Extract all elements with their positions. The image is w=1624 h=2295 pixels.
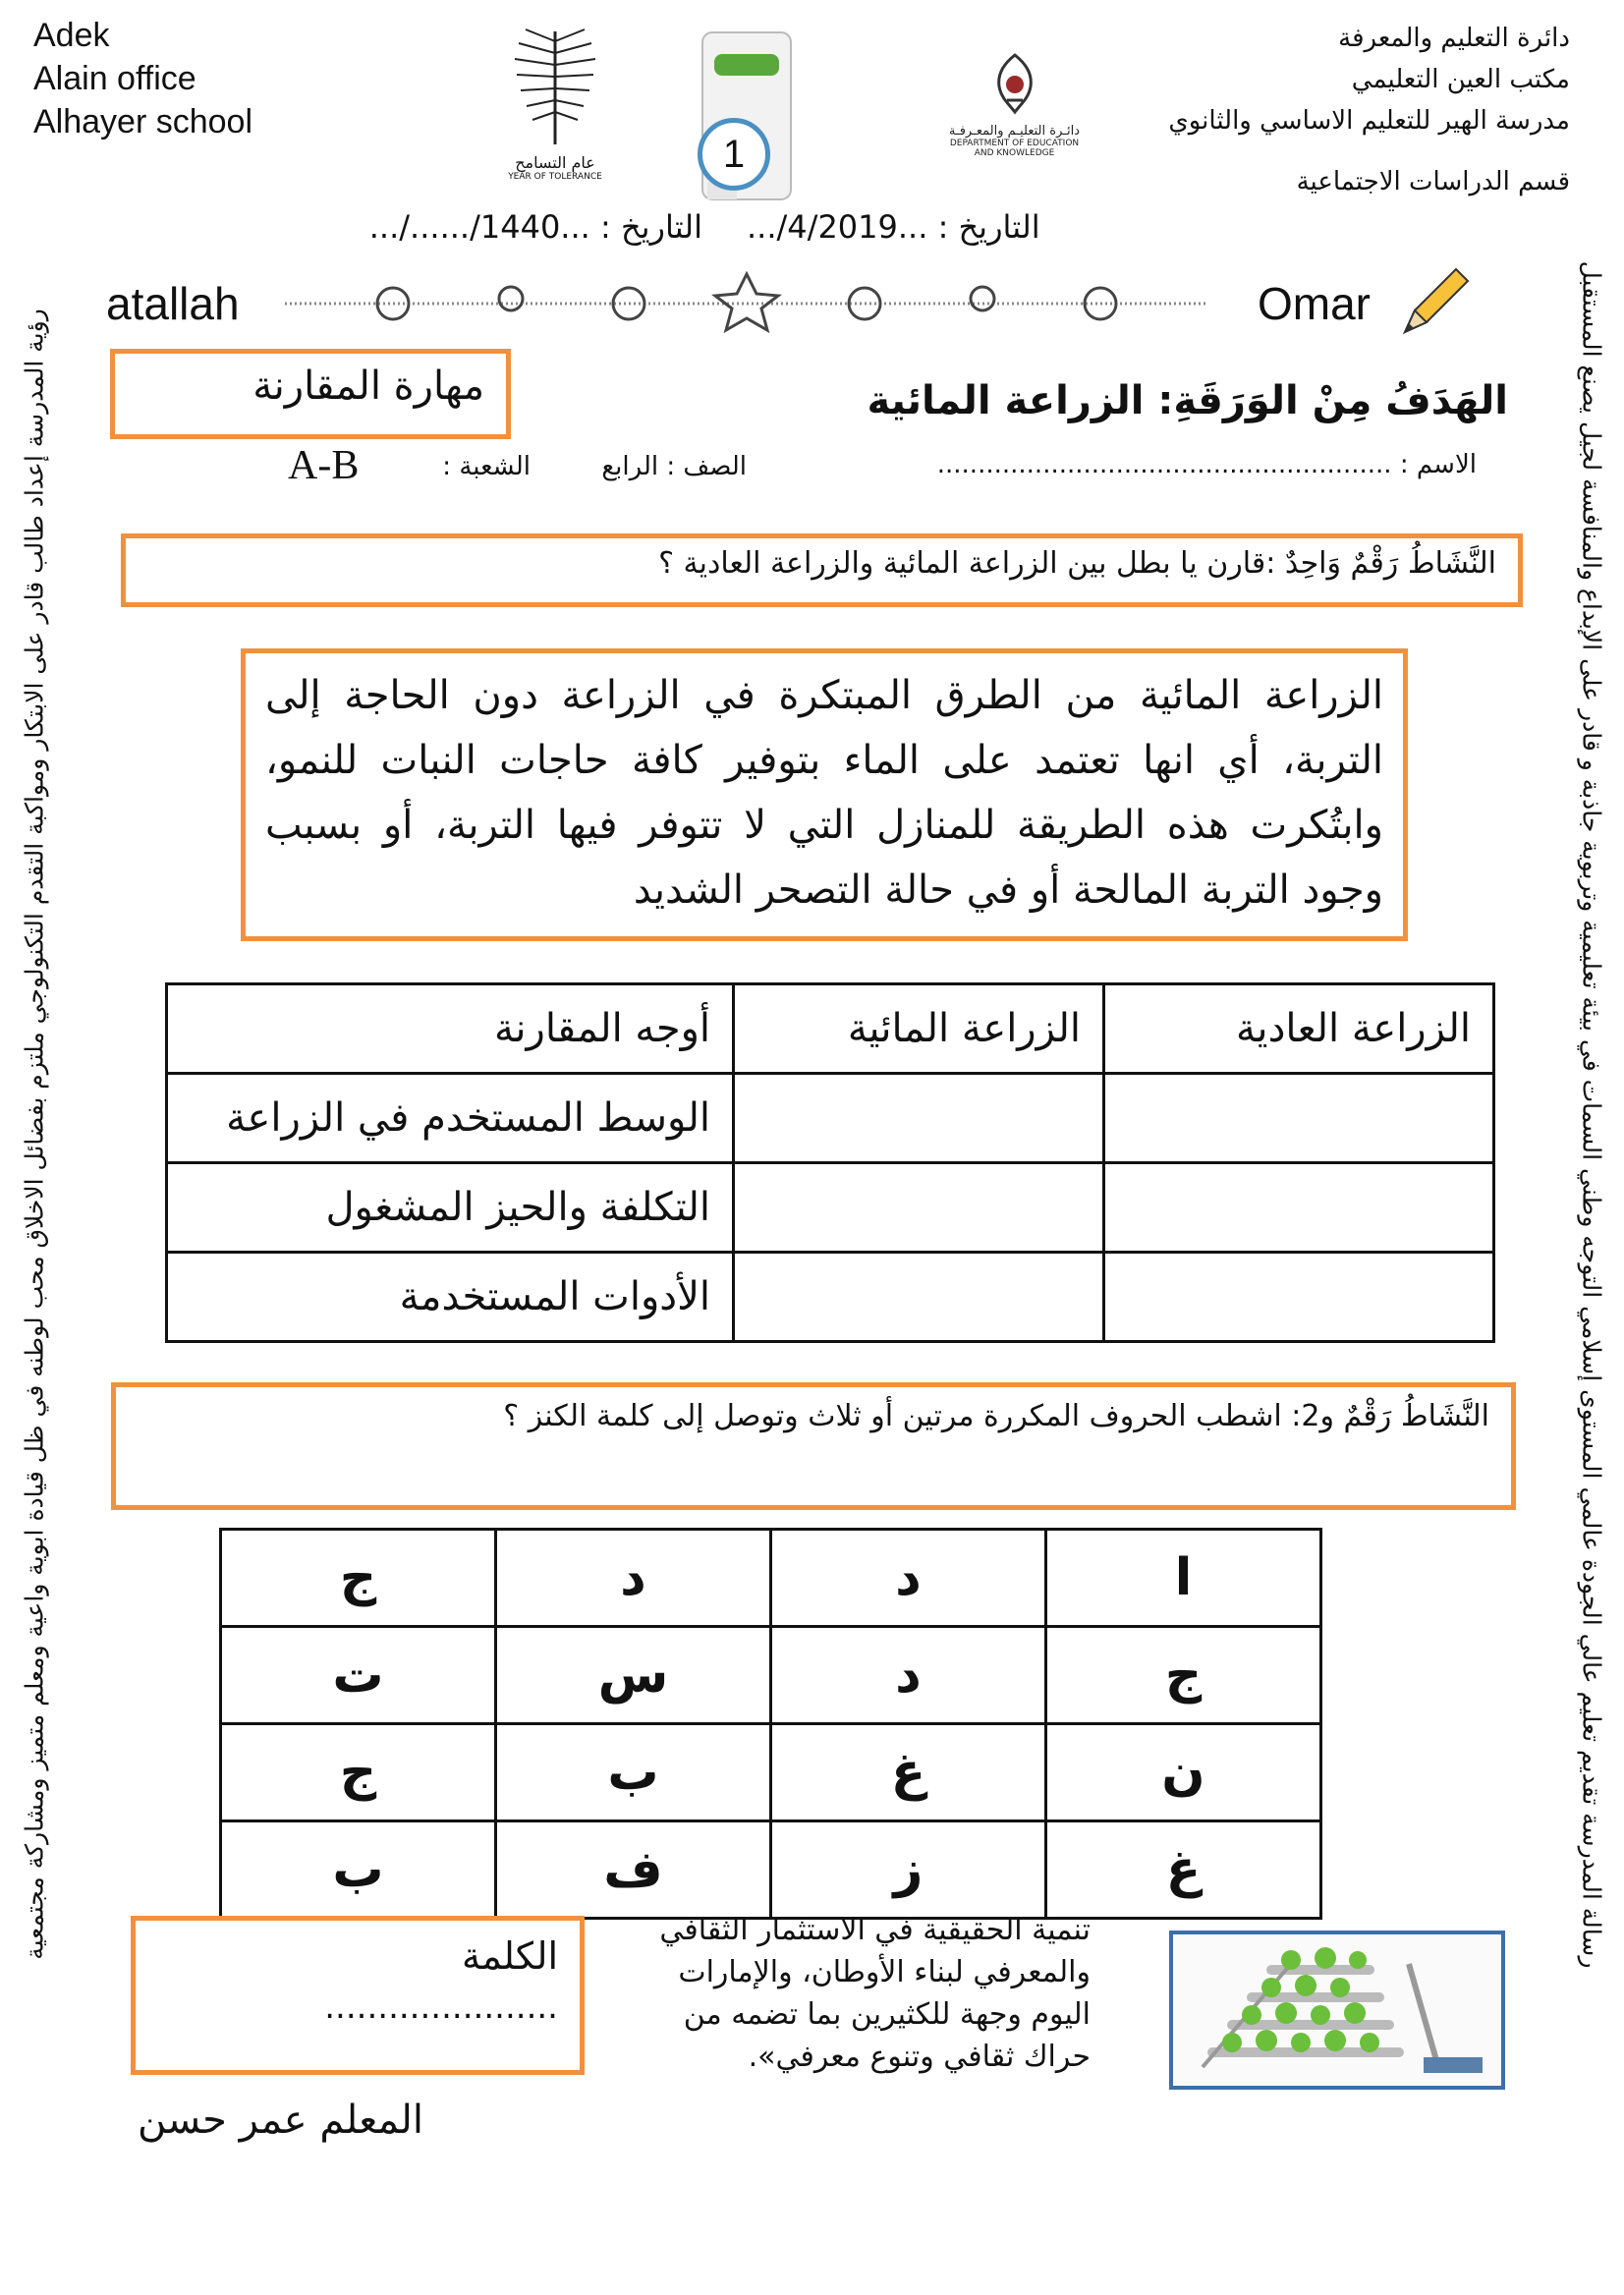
table-row (167, 1253, 1494, 1342)
answer-cell[interactable] (734, 1253, 1104, 1342)
ornament-divider-icon (275, 269, 1218, 338)
table-row-label: الأدوات المستخدمة (167, 1253, 734, 1342)
skill-box-text: مهارة المقارنة (252, 364, 484, 409)
letter-cell[interactable]: ج (221, 1724, 496, 1821)
header-right-block (1059, 18, 1570, 202)
letter-cell[interactable]: د (771, 1530, 1046, 1627)
activity1-box (121, 533, 1523, 607)
adek-logo-ar: دائـرة التعليـم والمعـرفـة (948, 124, 1081, 139)
banner-left-name: atallah (106, 278, 240, 329)
letter-cell[interactable]: س (496, 1627, 771, 1724)
name-banner (98, 263, 1484, 342)
year-of-tolerance-logo (501, 22, 609, 194)
answer-cell[interactable] (734, 1163, 1104, 1253)
table-row (221, 1724, 1321, 1821)
table-row-label: التكلفة والحيز المشغول (167, 1163, 734, 1253)
quote-line: حراك ثقافي وتنوع معرفي». (748, 2040, 1091, 2074)
passage-line: وجود التربة المالحة أو في حالة التصحر الشديد (633, 868, 1383, 913)
hydroponic-rack-icon (1173, 1934, 1501, 2086)
activity2-text: النَّشَاطُ رَقْمٌ و2: اشطب الحروف المكررة مرتين أو ثلاث وتوصل إلى كلمة الكنز ؟ (503, 1399, 1489, 1433)
table-header-cell: أوجه المقارنة (167, 984, 734, 1074)
table-row-label: الوسط المستخدم في الزراعة (167, 1074, 734, 1163)
tolerance-logo-ar: عام التسامح (515, 153, 595, 172)
banner-right-name: Omar (1258, 278, 1371, 329)
adek-logo-en1: DEPARTMENT OF EDUCATION (949, 139, 1080, 148)
letter-cell[interactable]: ج (1046, 1627, 1321, 1724)
table-row (167, 1074, 1494, 1163)
student-class-label: الصف : الرابع (601, 452, 747, 481)
letter-cell[interactable]: د (771, 1627, 1046, 1724)
header-left-line: Alain office (33, 60, 196, 97)
passage-line: الزراعة المائية من الطرق المبتكرة في الزراعة دون الحاجة إلى (265, 673, 1383, 718)
tolerance-logo-en: YEAR OF TOLERANCE (508, 172, 602, 182)
student-name-field[interactable]: الاسم : ........................................................ (936, 450, 1477, 479)
answer-cell[interactable] (1104, 1253, 1494, 1342)
letter-cell[interactable]: ت (221, 1627, 496, 1724)
sheet-number: 1 (722, 133, 746, 176)
falcon-emblem-icon (985, 51, 1044, 120)
table-header-cell: الزراعة المائية (734, 984, 1104, 1074)
activity2-box (111, 1382, 1516, 1510)
quote-line: تنمية الحقيقية في الاستثمار الثقافي (659, 1913, 1091, 1947)
letter-cell[interactable]: غ (771, 1724, 1046, 1821)
letter-cell[interactable]: ا (1046, 1530, 1321, 1627)
letter-cell[interactable]: ز (771, 1821, 1046, 1919)
student-section-label: الشعبة : (442, 452, 531, 481)
date-gregorian: التاريخ : ...4/2019/... (747, 208, 1040, 246)
letters-grid (219, 1528, 1322, 1920)
answer-cell[interactable] (734, 1074, 1104, 1163)
palm-tree-icon (501, 22, 609, 149)
skill-box (110, 349, 511, 439)
pencil-icon (1385, 263, 1474, 342)
header-right-line: دائرة التعليم والمعرفة (1338, 24, 1570, 53)
school-vision-text: رؤية المدرسة إعداد طالب قادر على الابتكار ومواكبة التقدم التكنولوجي ملتزم بفضائل الاخلاق محب لوطنه في ظل قيادة ابوية واعية ومعلم متميز ومشاركة مجتمعية (20, 308, 49, 1960)
school-mission-text: رسالة المدرسة تقديم تعليم عالي الجودة عالمي المستوى إسلامي التوجه وطني السمات في بيئة تعليمية وتربوية جاذبة و قادر على الإبداع والمنافسة لجيل يصنع المستقبل (1577, 260, 1606, 1969)
table-row (221, 1821, 1321, 1919)
activity1-text: النَّشَاطُ رَقْمٌ وَاحِدٌ :قارن يا بطل بين الزراعة المائية والزراعة العادية ؟ (658, 546, 1496, 581)
answer-cell[interactable] (1104, 1163, 1494, 1253)
word-box-dots: ...................... (324, 1987, 558, 2027)
adek-logo-en2: AND KNOWLEDGE (974, 148, 1055, 158)
sheet-number-badge (653, 25, 825, 211)
sheet-number-circle (698, 118, 770, 191)
table-row (221, 1530, 1321, 1627)
header-right-line: قسم الدراسات الاجتماعية (1296, 167, 1570, 196)
header-left-block (33, 14, 252, 143)
passage-line: وابتُكرت هذه الطريقة للمنازل التي لا تتوفر فيها التربة، أو بسبب (265, 803, 1383, 848)
letter-cell[interactable]: ج (221, 1530, 496, 1627)
quote-line: اليوم وجهة للكثيرين بما تضمه من (683, 1997, 1091, 2032)
table-header-cell: الزراعة العادية (1104, 984, 1494, 1074)
quote-line: والمعرفي لبناء الأوطان، والإمارات (678, 1955, 1091, 1989)
header-right-line: مكتب العين التعليمي (1351, 65, 1570, 94)
passage-line: التربة، أي انها تعتمد على الماء بتوفير كافة حاجات النبات للنمو، (265, 738, 1383, 783)
word-box-label: الكلمة (461, 1934, 558, 1978)
table-row (221, 1627, 1321, 1724)
student-section-value: A-B (288, 443, 360, 488)
comparison-table (165, 982, 1495, 1343)
header-left-line: Adek (33, 17, 110, 54)
table-row (167, 984, 1494, 1074)
letter-cell[interactable]: د (496, 1530, 771, 1627)
header-right-line: مدرسة الهير للتعليم الاساسي والثانوي (1168, 106, 1570, 136)
table-row (167, 1163, 1494, 1253)
date-hijri: التاريخ : ...1440/....../... (368, 208, 702, 246)
letter-cell[interactable]: غ (1046, 1821, 1321, 1919)
header-left-line: Alhayer school (33, 103, 253, 140)
passage-box (241, 648, 1408, 941)
goal-title: الهَدَفُ مِنْ الوَرَقَةِ: الزراعة المائية (867, 378, 1508, 423)
letter-cell[interactable]: ن (1046, 1724, 1321, 1821)
letter-cell[interactable]: ب (221, 1821, 496, 1919)
letter-cell[interactable]: ف (496, 1821, 771, 1919)
quote-block (589, 1909, 1091, 2078)
word-box[interactable] (131, 1916, 585, 2075)
teacher-name: المعلم عمر حسن (138, 2098, 423, 2143)
answer-cell[interactable] (1104, 1074, 1494, 1163)
hydroponic-photo (1169, 1931, 1505, 2090)
letter-cell[interactable]: ب (496, 1724, 771, 1821)
